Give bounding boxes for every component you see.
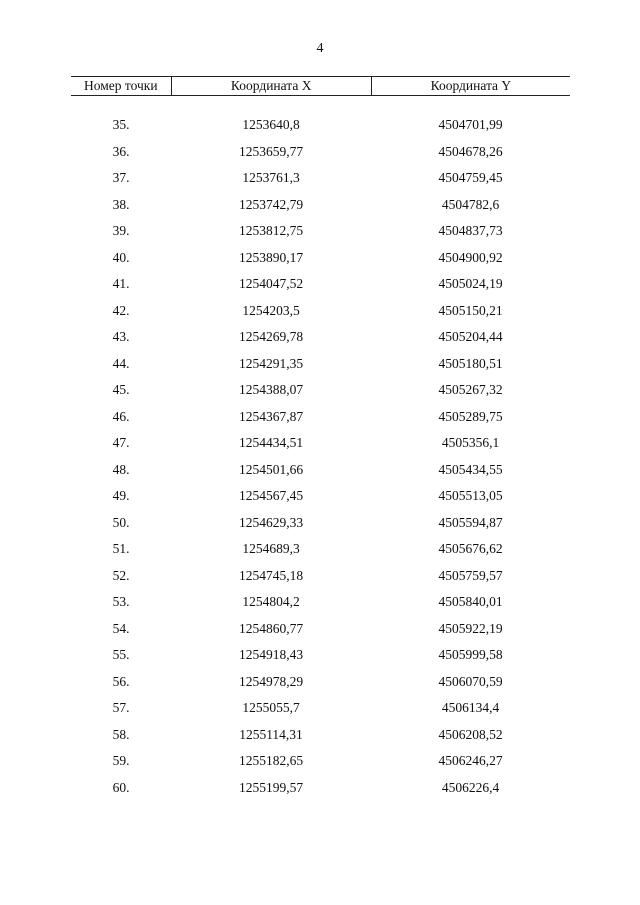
- point-number-cell: 54.: [112, 620, 130, 636]
- coordinate-x-cell: 1253761,3: [242, 170, 300, 185]
- point-number-cell: 59.: [112, 753, 130, 768]
- table-row: [71, 139, 570, 166]
- coordinate-y-cell: 4505267,32: [438, 382, 503, 397]
- table-row: [71, 775, 570, 802]
- table-row: [71, 165, 570, 192]
- point-number-cell: 45.: [112, 382, 130, 397]
- coordinate-x-cell: 1254745,18: [238, 567, 304, 583]
- point-number-cell: 48.: [112, 461, 130, 477]
- point-number-cell: 50.: [112, 514, 130, 530]
- coordinate-y-cell: 4505289,75: [438, 408, 503, 424]
- table-row: [71, 616, 570, 643]
- point-number-cell: 55.: [112, 647, 130, 662]
- point-number-cell: 41.: [112, 276, 130, 291]
- coordinate-y-cell: 4505150,21: [438, 302, 503, 318]
- coordinate-y-cell: 4506226,4: [441, 779, 500, 795]
- table-row: [71, 218, 570, 245]
- table-row: [71, 483, 570, 510]
- table-row: [71, 722, 570, 749]
- coordinates-table: [71, 76, 570, 801]
- coordinate-y-cell: 4505513,05: [438, 488, 503, 503]
- coordinate-x-cell: 1254434,51: [238, 435, 304, 450]
- point-number-cell: 49.: [112, 488, 130, 503]
- coordinate-y-cell: 4505434,55: [438, 461, 503, 477]
- point-number-cell: 57.: [112, 700, 130, 715]
- table-row: [71, 536, 570, 563]
- table-body: [71, 112, 570, 801]
- coordinate-x-cell: 1253812,75: [238, 223, 304, 238]
- coordinate-y-cell: 4506208,52: [438, 726, 503, 742]
- table-row: [71, 510, 570, 537]
- point-number-cell: 43.: [112, 329, 130, 344]
- table-row: [71, 748, 570, 775]
- coordinate-x-cell: 1255199,57: [238, 779, 304, 795]
- coordinate-x-cell: 1254367,87: [238, 408, 304, 424]
- coordinate-x-cell: 1254501,66: [238, 461, 304, 477]
- header-coordinate-y: Координата Y: [430, 78, 512, 93]
- coordinate-x-cell: 1254567,45: [238, 488, 304, 503]
- coordinate-x-cell: 1254804,2: [242, 594, 300, 609]
- coordinate-x-cell: 1254047,52: [238, 276, 304, 291]
- point-number-cell: 52.: [112, 567, 130, 583]
- table-row: [71, 298, 570, 325]
- coordinate-y-cell: 4506134,4: [441, 700, 500, 715]
- table-row: [71, 245, 570, 272]
- coordinate-y-cell: 4505356,1: [441, 435, 500, 450]
- point-number-cell: 35.: [112, 117, 130, 132]
- point-number-cell: 42.: [112, 302, 130, 318]
- coordinate-x-cell: 1254269,78: [238, 329, 304, 344]
- point-number-cell: 38.: [112, 196, 130, 212]
- coordinate-x-cell: 1255055,7: [242, 700, 300, 715]
- table-row: [71, 112, 570, 139]
- point-number-cell: 47.: [112, 435, 130, 450]
- table-row: [71, 192, 570, 219]
- table-row: [71, 589, 570, 616]
- coordinate-x-cell: 1254629,33: [238, 514, 304, 530]
- coordinate-x-cell: 1255182,65: [238, 753, 304, 768]
- coordinate-y-cell: 4504782,6: [441, 196, 500, 212]
- coordinate-y-cell: 4505999,58: [438, 647, 503, 662]
- table-row: [71, 457, 570, 484]
- coordinate-y-cell: 4504900,92: [438, 249, 503, 265]
- point-number-cell: 53.: [112, 594, 130, 609]
- point-number-cell: 58.: [112, 726, 130, 742]
- coordinate-y-cell: 4505204,44: [438, 329, 503, 344]
- point-number-cell: 51.: [112, 541, 130, 556]
- point-number-cell: 37.: [112, 170, 130, 185]
- coordinate-x-cell: 1253742,79: [238, 196, 304, 212]
- coordinate-y-cell: 4504678,26: [438, 143, 503, 159]
- point-number-cell: 56.: [112, 673, 130, 689]
- coordinate-x-cell: 1254918,43: [238, 647, 304, 662]
- coordinate-y-cell: 4505594,87: [438, 514, 503, 530]
- coordinate-x-cell: 1254291,35: [238, 355, 304, 371]
- table-row: [71, 563, 570, 590]
- header-coordinate-x: Координата X: [172, 77, 372, 95]
- point-number-cell: 40.: [112, 249, 130, 265]
- point-number-cell: 60.: [112, 779, 130, 795]
- coordinate-x-cell: 1253659,77: [238, 143, 304, 159]
- coordinate-y-cell: 4506246,27: [438, 753, 503, 768]
- page-number: 4: [316, 41, 324, 56]
- coordinate-y-cell: 4505840,01: [438, 594, 503, 609]
- coordinate-y-cell: 4504701,99: [438, 117, 503, 132]
- coordinate-x-cell: 1255114,31: [239, 726, 303, 742]
- point-number-cell: 44.: [112, 355, 130, 371]
- coordinate-y-cell: 4505759,57: [438, 567, 503, 583]
- point-number-cell: 39.: [112, 223, 130, 238]
- coordinate-y-cell: 4504759,45: [438, 170, 503, 185]
- coordinate-x-cell: 1254689,3: [242, 541, 300, 556]
- coordinate-y-cell: 4504837,73: [438, 223, 503, 238]
- table-header: [71, 76, 570, 96]
- coordinate-x-cell: 1254978,29: [238, 673, 304, 689]
- header-point-number: Номер точки: [71, 77, 172, 95]
- table-row: [71, 271, 570, 298]
- table-row: [71, 642, 570, 669]
- coordinate-x-cell: 1253640,8: [242, 117, 300, 132]
- point-number-cell: 46.: [112, 408, 130, 424]
- coordinate-y-cell: 4506070,59: [438, 673, 503, 689]
- table-row: [71, 695, 570, 722]
- coordinate-x-cell: 1254860,77: [238, 620, 304, 636]
- coordinate-y-cell: 4505676,62: [438, 541, 503, 556]
- coordinate-x-cell: 1254388,07: [238, 382, 304, 397]
- table-row: [71, 324, 570, 351]
- coordinate-x-cell: 1254203,5: [242, 302, 300, 318]
- table-row: [71, 404, 570, 431]
- coordinate-y-cell: 4505024,19: [438, 276, 503, 291]
- table-row: [71, 430, 570, 457]
- coordinate-y-cell: 4505180,51: [438, 355, 503, 371]
- table-row: [71, 377, 570, 404]
- point-number-cell: 36.: [112, 143, 130, 159]
- coordinate-x-cell: 1253890,17: [238, 249, 304, 265]
- table-row: [71, 669, 570, 696]
- table-row: [71, 351, 570, 378]
- coordinate-y-cell: 4505922,19: [438, 620, 503, 636]
